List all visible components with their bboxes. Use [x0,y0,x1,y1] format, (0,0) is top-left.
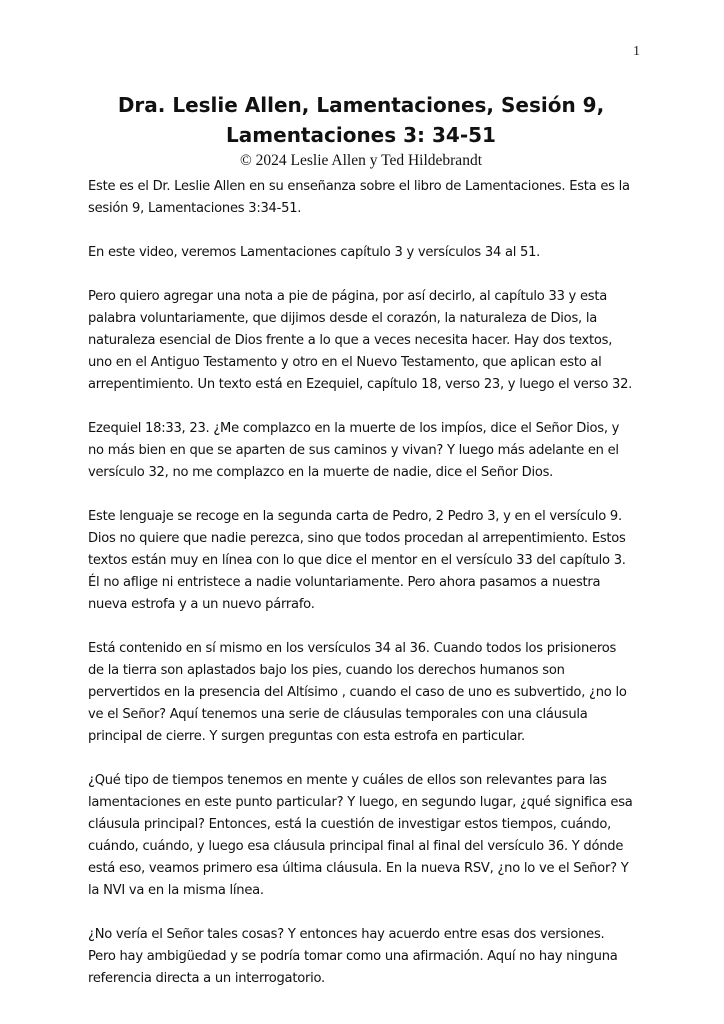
paragraph-line: está eso, veamos primero esa última cláusula. En la nueva RSV, ¿no lo ve el Señor? Y [88,861,629,876]
paragraph [88,176,648,220]
document-body [88,176,648,1012]
document-title-line-1: Dra. Leslie Allen, Lamentaciones, Sesión 9, [117,93,605,117]
paragraph-line: versículo 32, no me complazco en la muerte de nadie, dice el Señor Dios. [88,465,554,480]
paragraph [88,506,648,616]
paragraph [88,638,648,748]
document-title-line-2: Lamentaciones 3: 34-51 [226,123,496,147]
copyright-notice: © 2024 Leslie Allen y Ted Hildebrandt [240,152,482,169]
paragraph [88,286,648,396]
paragraph-line: de la tierra son aplastados bajo los pies, cuando los derechos humanos son [88,663,565,678]
title-block [80,90,642,171]
paragraph-line: palabra voluntariamente, que dijimos desde el corazón, la naturaleza de Dios, la [88,311,598,326]
paragraph-line: Ezequiel 18:33, 23. ¿Me complazco en la muerte de los impíos, dice el Señor Dios, y [88,421,620,436]
paragraph-line: lamentaciones en este punto particular? Y luego, en segundo lugar, ¿qué significa esa [88,795,633,810]
paragraph-line: arrepentimiento. Un texto está en Ezequiel, capítulo 18, verso 23, y luego el verso 32. [88,377,633,392]
paragraph-line: naturaleza esencial de Dios frente a lo que a veces necesita hacer. Hay dos textos, [88,333,613,348]
paragraph-line: En este video, veremos Lamentaciones capítulo 3 y versículos 34 al 51. [88,245,541,260]
paragraph-line: ¿Qué tipo de tiempos tenemos en mente y cuáles de ellos son relevantes para las [88,773,607,788]
paragraph-line: cláusula principal? Entonces, está la cuestión de investigar estos tiempos, cuándo, [88,817,612,832]
paragraph [88,924,648,990]
paragraph-line: Él no aflige ni entristece a nadie voluntariamente. Pero ahora pasamos a nuestra [88,575,601,590]
paragraph-line: uno en el Antiguo Testamento y otro en el Nuevo Testamento, que aplican esto al [88,355,602,370]
paragraph-line: referencia directa a un interrogatorio. [88,971,325,986]
paragraph-line: Este lenguaje se recoge en la segunda carta de Pedro, 2 Pedro 3, y en el versículo 9. [88,509,622,524]
paragraph-line: textos están muy en línea con lo que dice el mentor en el versículo 33 del capítulo 3. [88,553,626,568]
page-number: 1 [633,44,640,59]
paragraph [88,418,648,484]
paragraph-line: nueva estrofa y a un nuevo párrafo. [88,597,315,612]
paragraph-line: la NVI va en la misma línea. [88,883,264,898]
paragraph-line: cuándo, cuándo, y luego esa cláusula principal final al final del versículo 36. Y dónde [88,839,624,854]
paragraph-line: Pero hay ambigüedad y se podría tomar como una afirmación. Aquí no hay ninguna [88,949,618,964]
paragraph-line: no más bien en que se aparten de sus caminos y vivan? Y luego más adelante en el [88,443,619,458]
paragraph-line: sesión 9, Lamentaciones 3:34-51. [88,201,302,216]
paragraph-line: Dios no quiere que nadie perezca, sino que todos procedan al arrepentimiento. Estos [88,531,626,546]
paragraph [88,242,648,264]
paragraph-line: Pero quiero agregar una nota a pie de página, por así decirlo, al capítulo 33 y esta [88,289,608,304]
paragraph-line: Está contenido en sí mismo en los versículos 34 al 36. Cuando todos los prisioneros [88,641,617,656]
paragraph-line: principal de cierre. Y surgen preguntas con esta estrofa en particular. [88,729,525,744]
paragraph-line: ve el Señor? Aquí tenemos una serie de cláusulas temporales con una cláusula [88,707,588,722]
paragraph-line: ¿No vería el Señor tales cosas? Y entonces hay acuerdo entre esas dos versiones. [88,927,605,942]
paragraph-line: Este es el Dr. Leslie Allen en su enseñanza sobre el libro de Lamentaciones. Esta es la [88,179,630,194]
paragraph [88,770,648,902]
paragraph-line: pervertidos en la presencia del Altísimo , cuando el caso de uno es subvertido, ¿no lo [88,685,627,700]
